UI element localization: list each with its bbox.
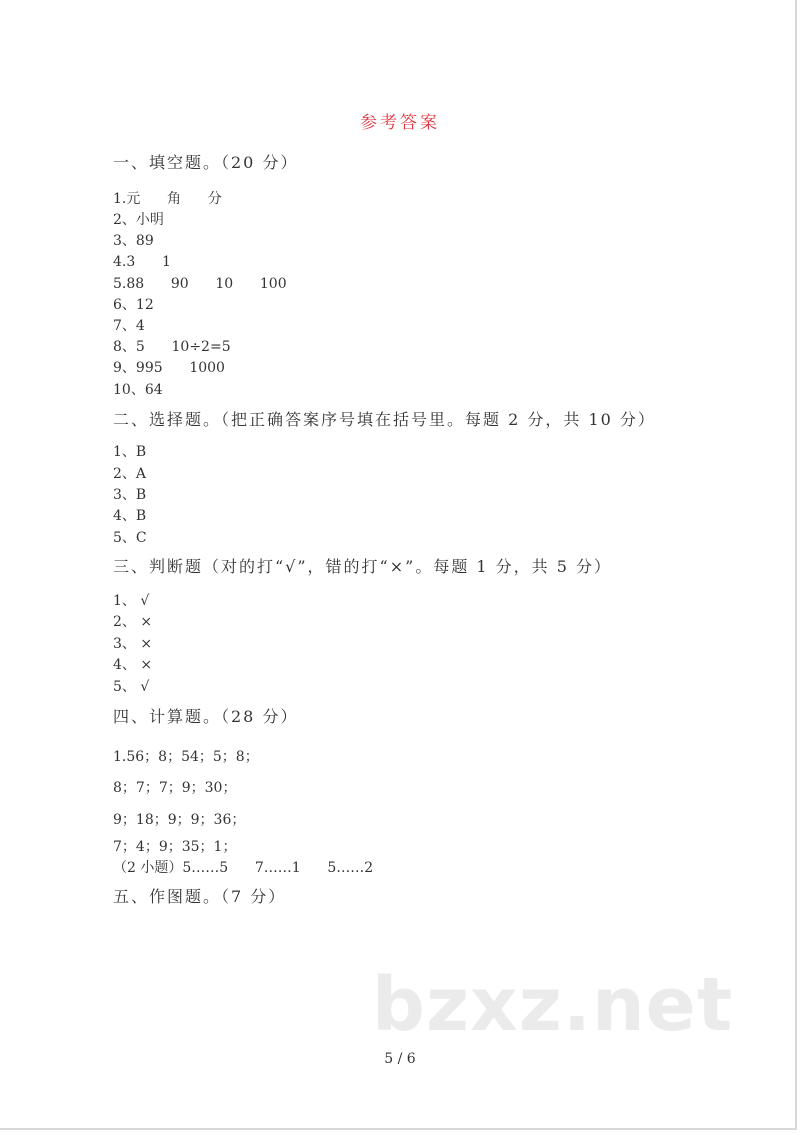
page-title: 参考答案 xyxy=(360,113,440,133)
answer-item: 5.88 90 10 100 xyxy=(113,276,287,292)
answer-item: 7；4；9；35；1； xyxy=(113,839,237,855)
section-heading: 三、判断题（对的打“√”，错的打“×”。每题 1 分，共 5 分） xyxy=(113,557,613,576)
answer-item: 7、4 xyxy=(113,318,145,334)
answer-item: 4、 × xyxy=(113,657,153,673)
answer-item: 9；18；9；9；36； xyxy=(113,812,246,828)
section-heading: 五、作图题。（7 分） xyxy=(113,887,287,906)
section-heading: 四、计算题。（28 分） xyxy=(113,707,299,726)
answer-item: （2 小题）5……5 7……1 5……2 xyxy=(113,860,374,876)
answer-item: 6、12 xyxy=(113,297,154,313)
answer-item: 8、5 10÷2=5 xyxy=(113,339,231,355)
answer-item: 3、89 xyxy=(113,233,154,249)
answer-item: 5、C xyxy=(113,530,147,546)
answer-item: 4、B xyxy=(113,508,147,524)
answer-item: 1.56；8；54；5；8； xyxy=(113,749,259,765)
section-heading: 二、选择题。（把正确答案序号填在括号里。每题 2 分，共 10 分） xyxy=(113,410,656,429)
page-number: 5 / 6 xyxy=(384,1051,416,1067)
watermark: bzxz.net xyxy=(372,962,734,1048)
answer-item: 10、64 xyxy=(113,382,163,398)
answer-item: 4.3 1 xyxy=(113,254,171,270)
answer-item: 2、小明 xyxy=(113,212,164,228)
section-heading: 一、填空题。（20 分） xyxy=(113,153,299,172)
answer-item: 1、B xyxy=(113,444,147,460)
answer-item: 1.元 角 分 xyxy=(113,191,222,207)
answer-item: 1、 √ xyxy=(113,593,150,609)
answer-item: 3、B xyxy=(113,487,147,503)
answer-item: 5、 √ xyxy=(113,679,150,695)
answer-item: 8；7；7；9；30； xyxy=(113,780,237,796)
answer-item: 2、A xyxy=(113,466,147,482)
answer-item: 2、 × xyxy=(113,614,153,630)
answer-item: 9、995 1000 xyxy=(113,360,225,376)
answer-item: 3、 × xyxy=(113,636,153,652)
